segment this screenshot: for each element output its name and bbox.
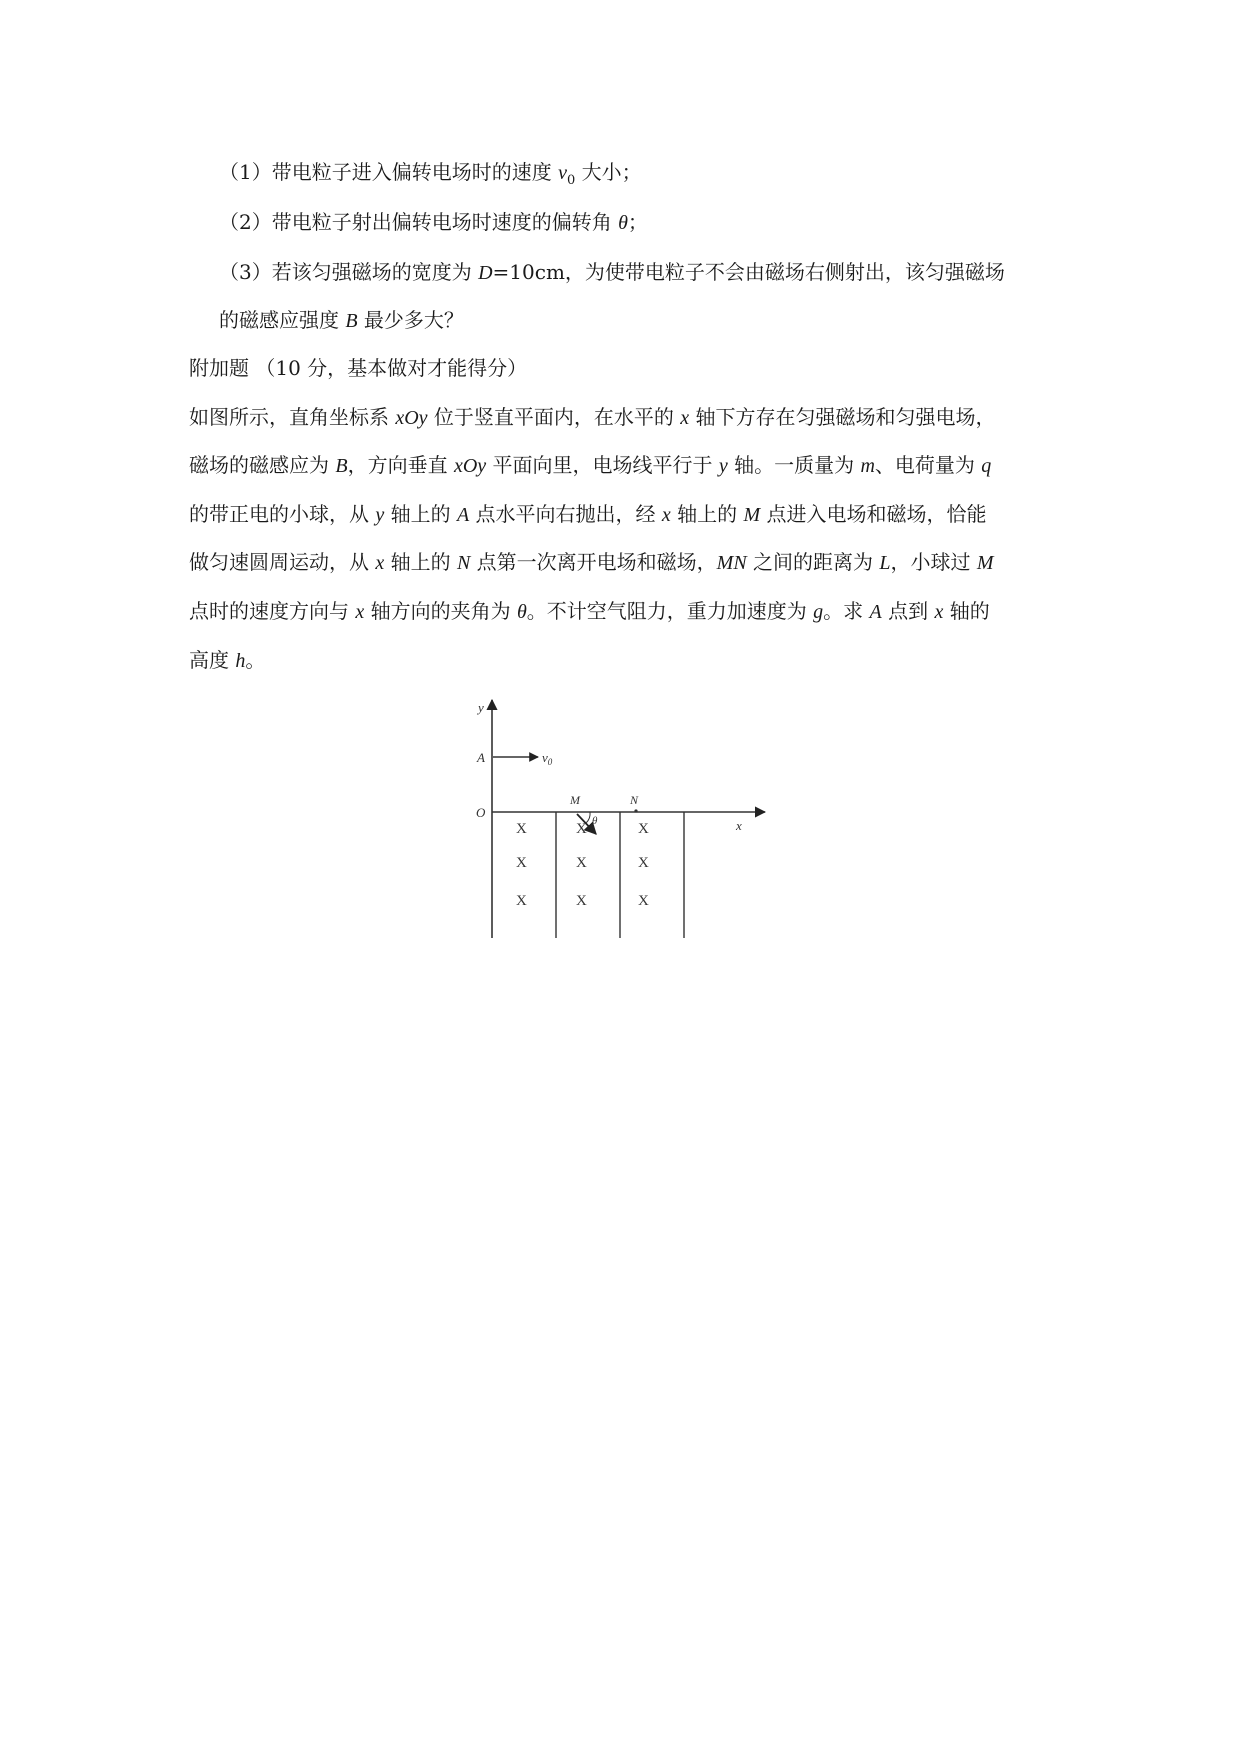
field-mark: X: [638, 821, 649, 837]
x-axis-label: x: [736, 818, 742, 833]
v: x: [375, 552, 385, 574]
q3-text-end: =10cm，为使带电粒子不会由磁场右侧射出，该匀强磁场: [492, 260, 1005, 284]
question-1: [219, 158, 642, 195]
v0-var: v: [542, 750, 548, 765]
t: 轴下方存在匀强磁场和匀强电场，: [689, 405, 996, 429]
v: h: [235, 650, 246, 672]
v: x: [661, 504, 671, 526]
bonus-line-6: [189, 646, 265, 675]
v: A: [869, 601, 882, 623]
t: 磁场的磁感应为: [189, 453, 336, 477]
q2-text: （2）带电粒子射出偏转电场时速度的偏转角: [219, 210, 619, 234]
v: y: [375, 504, 385, 526]
t: 、电荷量为: [874, 453, 982, 477]
field-mark: X: [516, 821, 527, 837]
t: 的带正电的小球，从: [189, 502, 376, 526]
v: L: [879, 552, 891, 574]
q2-var: θ: [618, 212, 628, 234]
v: y: [718, 455, 728, 477]
a-label: A: [477, 750, 485, 765]
n-point: [634, 809, 637, 812]
v: M: [743, 504, 761, 526]
v: m: [860, 455, 875, 477]
field-mark: X: [638, 893, 649, 909]
q3-text-2: 的磁感应强度: [219, 308, 346, 332]
q1-text: （1）带电粒子进入偏转电场时的速度: [219, 160, 559, 184]
v: MN: [716, 552, 747, 574]
v: g: [813, 601, 824, 623]
q1-text-end: 大小；: [575, 160, 642, 184]
v: A: [456, 504, 470, 526]
question-3-line-1: [219, 258, 1005, 287]
y-axis-label: y: [478, 700, 484, 715]
m-label: M: [570, 793, 580, 807]
bonus-line-4: [189, 548, 994, 577]
t: 点第一次离开电场和磁场，: [470, 550, 717, 574]
t: ，小球过: [890, 550, 977, 574]
v: M: [976, 552, 994, 574]
q3-text: （3）若该匀强磁场的宽度为: [219, 260, 479, 284]
t: 点水平向右抛出，经: [469, 502, 662, 526]
t: 点时的速度方向与: [189, 599, 356, 623]
t: ，方向垂直: [347, 453, 454, 477]
theta-label: θ: [592, 815, 598, 827]
v: θ: [516, 601, 527, 623]
q2-text-end: ；: [627, 210, 648, 234]
field-mark: X: [516, 893, 527, 909]
field-mark: X: [576, 821, 587, 837]
q1-sub: 0: [566, 173, 576, 188]
q3-var-d: D: [478, 262, 493, 284]
bonus-line-3: [189, 500, 987, 529]
t: 点进入电场和磁场，恰能: [760, 502, 987, 526]
v: B: [335, 455, 348, 477]
field-mark: X: [638, 855, 649, 871]
q3-text-2-end: 最少多大？: [357, 308, 464, 332]
t: 之间的距离为: [746, 550, 880, 574]
v: N: [456, 552, 471, 574]
v: x: [934, 601, 944, 623]
t: 轴上的: [384, 550, 457, 574]
t: 点到: [881, 599, 935, 623]
field-mark: X: [576, 893, 587, 909]
bonus-line-1: [189, 403, 996, 432]
t: 轴上的: [670, 502, 744, 526]
t: 如图所示，直角坐标系: [189, 405, 396, 429]
bonus-line-2: [189, 451, 991, 480]
field-mark: X: [576, 855, 587, 871]
v: q: [981, 455, 992, 477]
v: xOy: [395, 407, 428, 429]
t: 位于竖直平面内，在水平的: [427, 405, 681, 429]
coordinate-figure: [460, 690, 780, 940]
t: 轴。一质量为: [727, 453, 861, 477]
question-2: [219, 208, 648, 237]
bonus-heading: 附加题 （10 分，基本做对才能得分）: [189, 356, 528, 380]
n-label: N: [630, 793, 639, 807]
t: 。: [245, 648, 266, 672]
q1-var: v: [558, 162, 567, 184]
t: 。不计空气阻力，重力加速度为: [526, 599, 814, 623]
v0-sub: 0: [547, 757, 553, 767]
t: 高度: [189, 648, 236, 672]
t: 轴上的: [384, 502, 457, 526]
q3-var-b: B: [345, 310, 358, 332]
t: 轴方向的夹角为: [364, 599, 517, 623]
t: 平面向里，电场线平行于: [486, 453, 719, 477]
t: 轴的: [943, 599, 990, 623]
t: 做匀速圆周运动，从: [189, 550, 376, 574]
question-3-line-2: [219, 306, 464, 335]
origin-label: O: [476, 805, 486, 820]
v: x: [680, 407, 690, 429]
t: 。求: [823, 599, 870, 623]
v: xOy: [453, 455, 487, 477]
field-mark: X: [516, 855, 527, 871]
bonus-line-5: [189, 597, 990, 626]
v: x: [355, 601, 365, 623]
v0-label: [542, 750, 553, 767]
